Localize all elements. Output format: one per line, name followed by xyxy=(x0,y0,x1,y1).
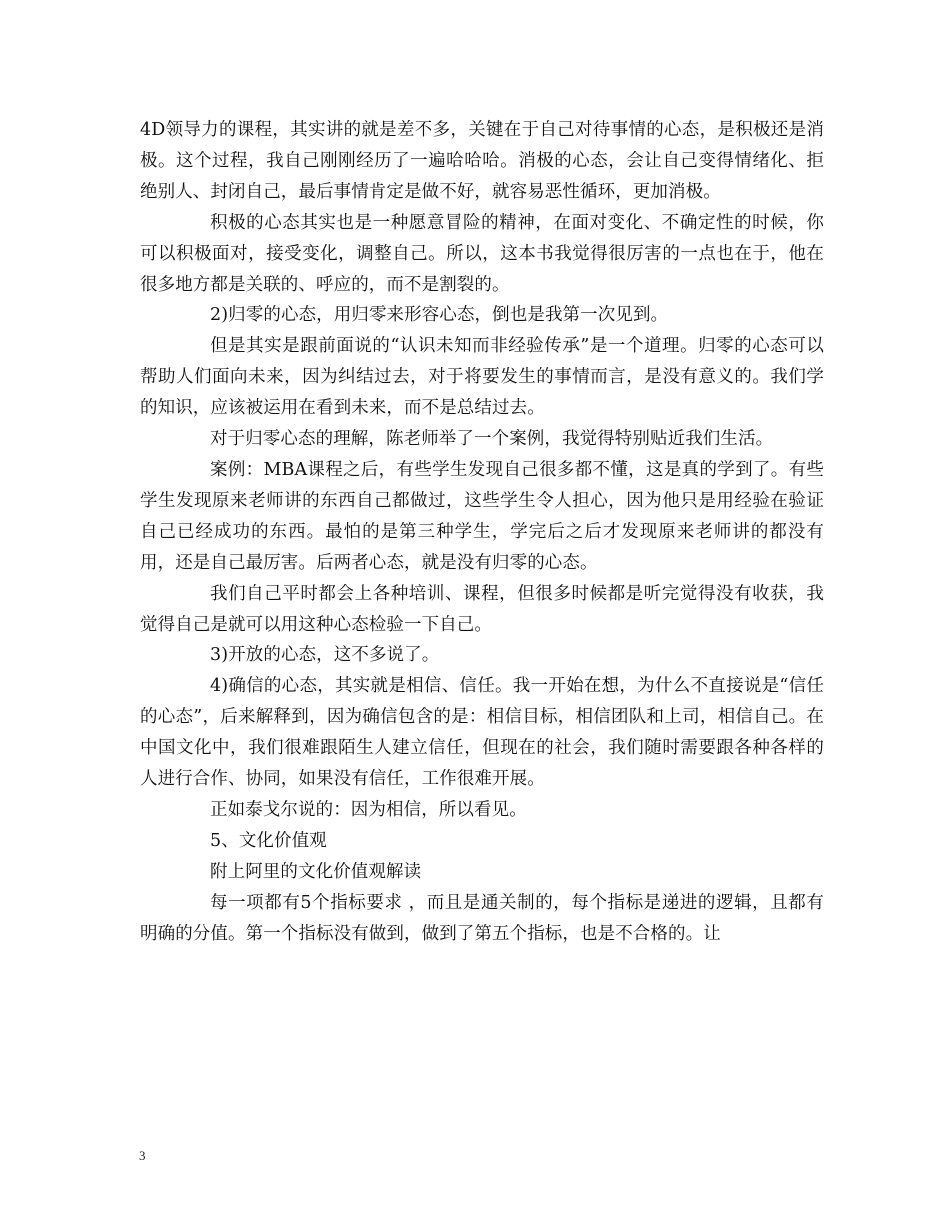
paragraph: 我们自己平时都会上各种培训、课程，但很多时候都是听完觉得没有收获，我觉得自己是就可以用这种心态检验一下自己。 xyxy=(140,583,824,635)
paragraph: 2)归零的心态，用归零来形容心态，倒也是我第一次见到。 xyxy=(210,305,669,326)
document-body xyxy=(140,115,824,949)
paragraph: 正如泰戈尔说的：因为相信，所以看见。 xyxy=(210,799,527,820)
section-heading: 5、文化价值观 xyxy=(210,830,327,851)
paragraph: 但是其实是跟前面说的“认识未知而非经验传承”是一个道理。归零的心态可以帮助人们面向未来，因为纠结过去，对于将要发生的事情而言，是没有意义的。我们学的知识，应该被运用在看到未来，而不是总结过去。 xyxy=(140,336,824,419)
paragraph: 积极的心态其实也是一种愿意冒险的精神，在面对变化、不确定性的时候，你可以积极面对，接受变化，调整自己。所以，这本书我觉得很厉害的一点也在于，他在很多地方都是关联的、呼应的，而不是割裂的。 xyxy=(140,212,824,295)
page-number: 3 xyxy=(139,1148,146,1163)
paragraph: 3)开放的心态，这不多说了。 xyxy=(210,645,440,666)
paragraph: 4)确信的心态，其实就是相信、信任。我一开始在想，为什么不直接说是“信任的心态”，后来解释到，因为确信包含的是：相信目标，相信团队和上司，相信自己。在中国文化中，我们很难跟陌生人建立信任，但现在的社会，我们随时需要跟各种各样的人进行合作、协同，如果没有信任，工作很难开展。 xyxy=(140,676,824,790)
paragraph: 4D领导力的课程，其实讲的就是差不多，关键在于自己对待事情的心态，是积极还是消极。这个过程，我自己刚刚经历了一遍哈哈哈。消极的心态，会让自己变得情绪化、拒绝别人、封闭自己，最后事情肯定是做不好，就容易恶性循环，更加消极。 xyxy=(140,120,824,202)
paragraph: 案例：MBA课程之后，有些学生发现自己很多都不懂，这是真的学到了。有些学生发现原来老师讲的东西自己都做过，这些学生令人担心，因为他只是用经验在验证自己已经成功的东西。最怕的是第三种学生，学完后之后才发现原来老师讲的都没有用，还是自己最厉害。后两者心态，就是没有归零的心态。 xyxy=(140,459,824,573)
paragraph: 附上阿里的文化价值观解读 xyxy=(210,861,422,882)
paragraph: 对于归零心态的理解，陈老师举了一个案例，我觉得特别贴近我们生活。 xyxy=(210,429,774,450)
paragraph: 每一项都有5个指标要求 ，而且是通关制的，每个指标是递进的逻辑，且都有明确的分值。第一个指标没有做到，做到了第五个指标，也是不合格的。让 xyxy=(140,892,824,944)
